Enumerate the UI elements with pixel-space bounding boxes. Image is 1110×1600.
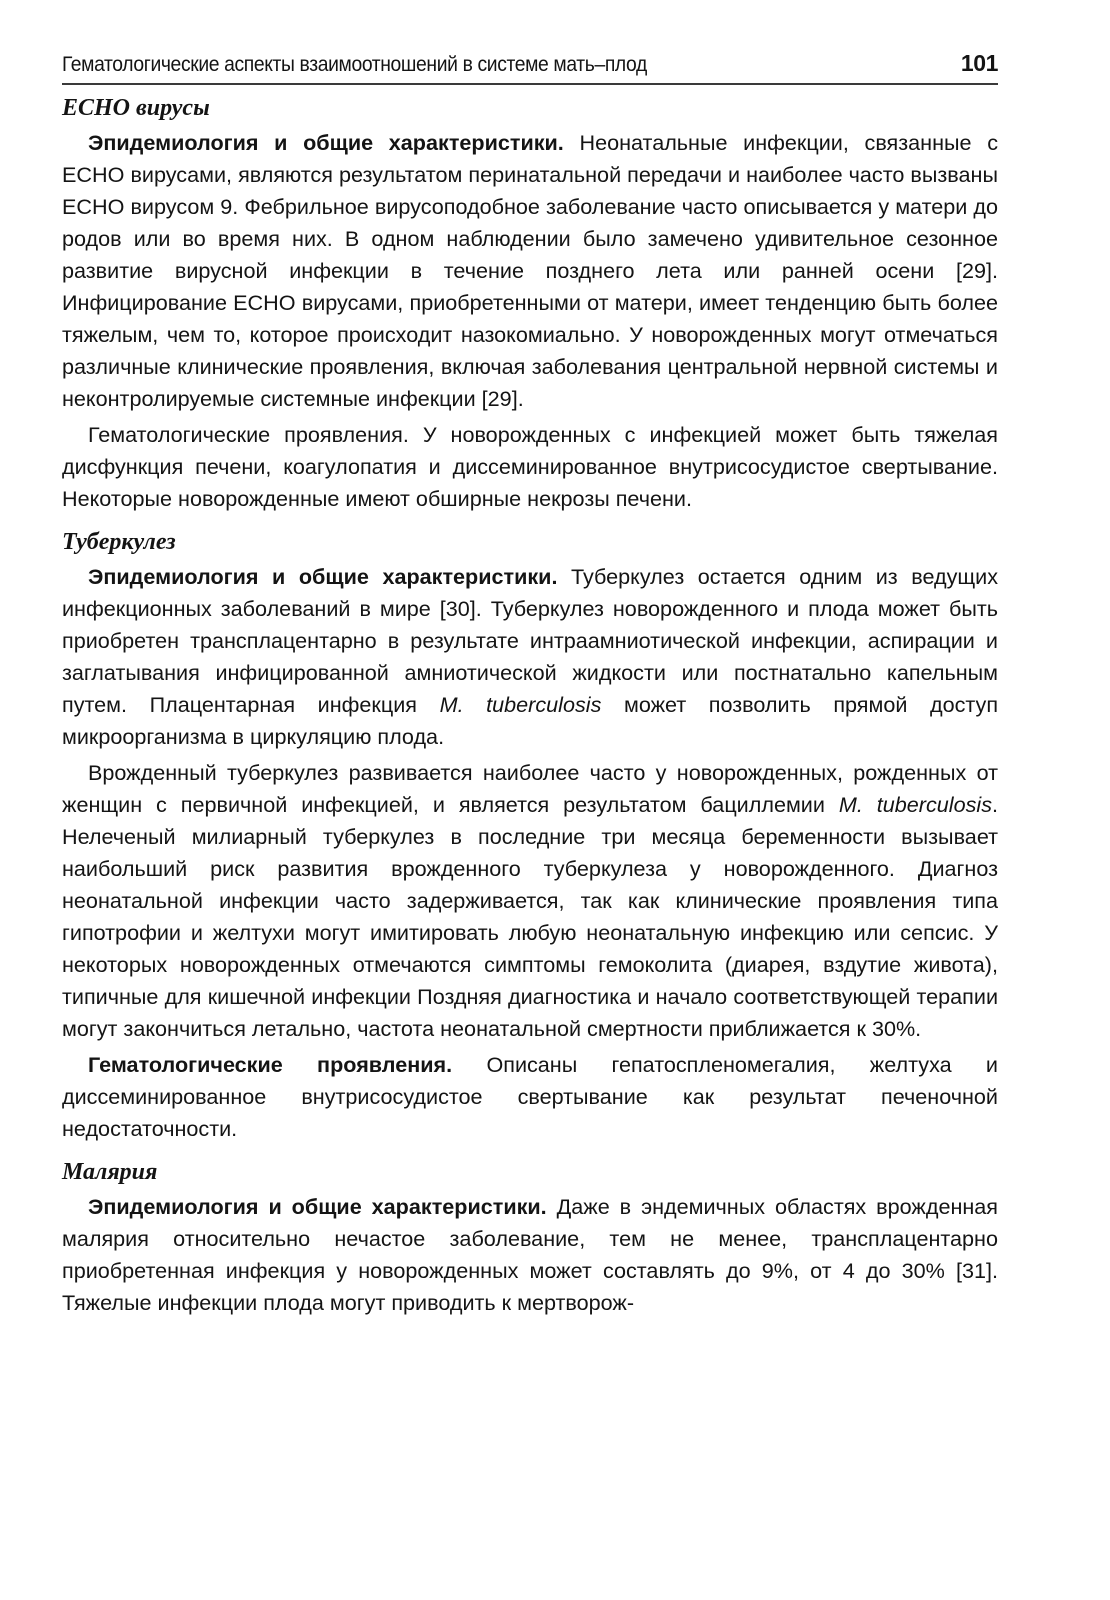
paragraph-text: Даже в эндемичных областях врожденная малярия относительно нечастое заболевание, тем не менее, трансплацентарно приобретенная инфекция у новорожденных может составлять до 9%, от 4 до 30% [31]. Тяжелые инфекции плода могут приводить к мертворож- (62, 1194, 999, 1315)
running-header (62, 50, 998, 85)
section-heading: Туберкулез (62, 529, 176, 555)
book-page (62, 50, 998, 1323)
paragraph (62, 419, 998, 515)
paragraph-lead: Эпидемиология и общие характеристики. (88, 564, 558, 589)
section-heading: ECHO вирусы (62, 95, 210, 121)
paragraph (62, 127, 998, 415)
section-echo-viruses (62, 93, 998, 515)
paragraph-text: Неонатальные инфекции, связанные с ECHO вирусами, являются результатом перинатальной передачи и наиболее часто вызваны ECHO вирусом 9. Фебрильное вирусоподобное заболевание часто описывается у матери до родов или во время них. В одном наблюдении было замечено удивительное сезонное развитие вирусной инфекции в течение позднего лета или ранней осени [29]. Инфицирование ECHO вирусами, приобретенными от матери, имеет тенденцию быть более тяжелым, чем то, которое происходит назокомиально. У новорожденных могут отмечаться различные клинические проявления, включая заболевания центральной нервной системы и неконтролируемые системные инфекции [29]. (62, 130, 998, 411)
paragraph (62, 1191, 998, 1319)
paragraph (62, 757, 998, 1045)
paragraph-lead: Эпидемиология и общие характеристики. (88, 1194, 547, 1219)
paragraph-text: Врожденный туберкулез развивается наиболее часто у новорожденных, рожденных от женщин с первичной инфекцией, и является результатом бациллемии (62, 760, 998, 817)
species-name: M. tuberculosis (439, 692, 602, 717)
paragraph-text: Туберкулез остается одним из ведущих инфекционных заболеваний в мире [30]. Туберкулез новорожденного и плода может быть приобретен трансплацентарно в результате интраамниотической инфекции, аспирации и заглатывания инфицированной амниотической жидкости или постнатально капельным путем. Плацентарная инфекция (62, 564, 998, 717)
paragraph (62, 561, 998, 753)
paragraph-lead: Эпидемиология и общие характеристики. (88, 130, 564, 155)
section-malaria (62, 1157, 998, 1319)
running-header-title: Гематологические аспекты взаимоотношений в системе мать–плод (62, 53, 647, 76)
paragraph-text-after: . Нелеченый милиарный туберкулез в последние три месяца беременности вызывает наибольший риск развития врожденного туберкулеза у новорожденного. Диагноз неонатальной инфекции часто задерживается, так как клинические проявления типа гипотрофии и желтухи могут имитировать любую неонатальную инфекцию или сепсис. У некоторых новорожденных отмечаются симптомы гемоколита (диарея, вздутие живота), типичные для кишечной инфекции Поздняя диагностика и начало соответствующей терапии могут закончиться летально, частота неонатальной смертности приближается к 30%. (62, 792, 998, 1041)
section-tuberculosis (62, 527, 998, 1145)
paragraph (62, 1049, 998, 1145)
page-number: 101 (960, 50, 998, 76)
section-heading: Малярия (62, 1159, 158, 1185)
paragraph-text-after: может позволить прямой доступ микроорганизма в циркуляцию плода. (62, 692, 999, 749)
paragraph-text: Описаны гепатоспленомегалия, желтуха и диссеминированное внутрисосудистое свертывание как результат печеночной недостаточности. (62, 1052, 998, 1141)
species-name: M. tuberculosis (838, 792, 992, 817)
paragraph-lead: Гематологические проявления. (88, 1052, 453, 1077)
paragraph-text: Гематологические проявления. У новорожденных с инфекцией может быть тяжелая дисфункция печени, коагулопатия и диссеминированное внутрисосудистое свертывание. Некоторые новорожденные имеют обширные некрозы печени. (62, 422, 998, 511)
